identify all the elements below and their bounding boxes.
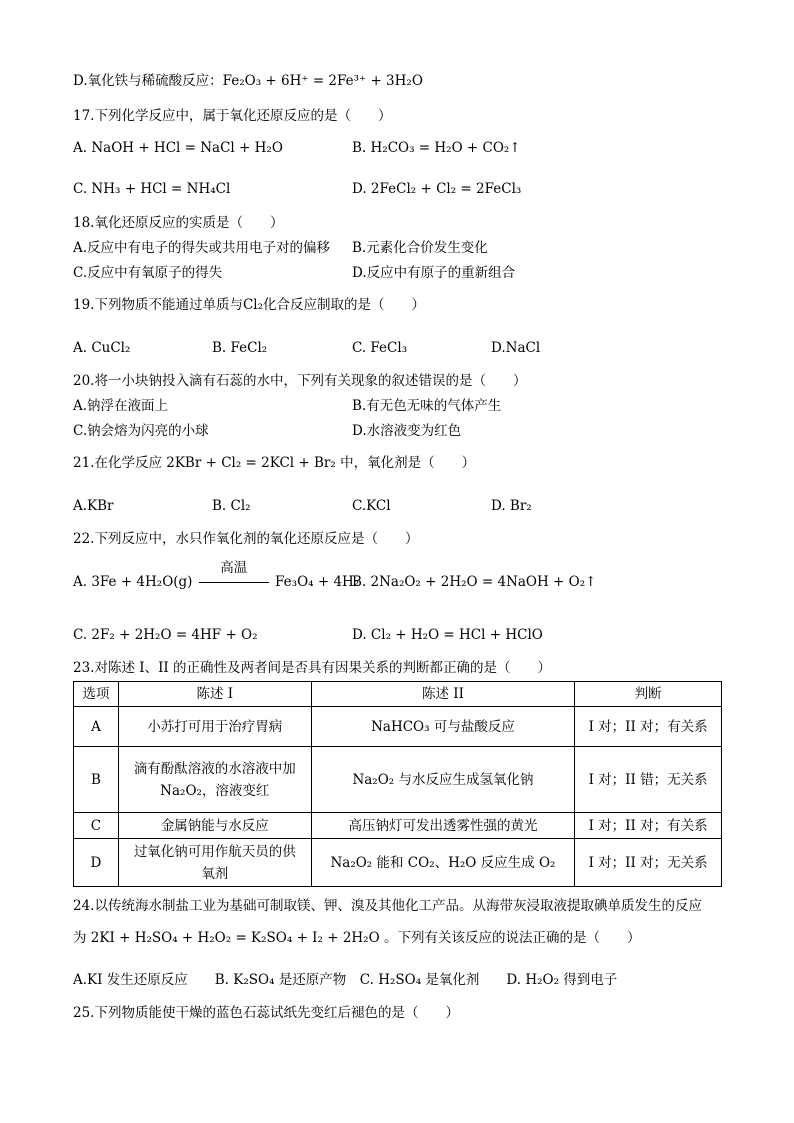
q19-option-a: A. CuCl₂ (73, 340, 131, 356)
reaction-condition-arrow (197, 560, 271, 591)
q21-option-c: C.KCl (352, 498, 391, 514)
reaction-condition: 高温 (220, 560, 248, 576)
equation-bar (199, 582, 269, 583)
q20-option-b: B.有无色无味的气体产生 (352, 398, 502, 414)
cell-option: C (74, 813, 119, 839)
header-option: 选项 (74, 682, 119, 707)
q24-stem-line1: 24.以传统海水制盐工业为基础可制取镁、钾、溴及其他化工产品。从海带灰浸取液提取碘单质发生的反应 (73, 898, 702, 914)
q22-option-a (73, 560, 360, 591)
q22-option-d: D. Cl₂ + H₂O = HCl + HClO (352, 627, 543, 643)
q18-option-a: A.反应中有电子的得失或共用电子对的偏移 (73, 240, 331, 256)
cell-statement-1: 小苏打可用于治疗胃病 (118, 707, 311, 747)
q22-option-c: C. 2F₂ + 2H₂O = 4HF + O₂ (73, 627, 258, 643)
q17-option-d: D. 2FeCl₂ + Cl₂ = 2FeCl₃ (352, 181, 522, 197)
cell-judgment: I 对；II 对；有关系 (575, 707, 722, 747)
q24-options: A.KI 发生还原反应 B. K₂SO₄ 是还原产物 C. H₂SO₄ 是氧化剂 D. H₂O₂ 得到电子 (73, 972, 618, 988)
cell-statement-1: 滴有酚酞溶液的水溶液中加 Na₂O₂，溶液变红 (118, 747, 311, 813)
header-statement-1: 陈述 I (118, 682, 311, 707)
table-row (74, 747, 722, 813)
cell-judgment: I 对；II 对；无关系 (575, 839, 722, 887)
cell-option: D (74, 839, 119, 887)
q21-option-b: B. Cl₂ (212, 498, 251, 514)
q19-option-d: D.NaCl (491, 340, 541, 356)
q21-option-a: A.KBr (73, 498, 114, 514)
q18-option-c: C.反应中有氧原子的得失 (73, 265, 223, 281)
q22a-reactants: A. 3Fe + 4H₂O(g) (73, 574, 193, 590)
q20-option-c: C.钠会熔为闪亮的小球 (73, 423, 209, 439)
q17-option-b: B. H₂CO₃ = H₂O + CO₂↑ (352, 140, 521, 156)
table-row (74, 839, 722, 887)
q22a-products: Fe₃O₄ + 4H₂ (275, 574, 360, 590)
q20-option-d: D.水溶液变为红色 (352, 423, 462, 439)
q19-stem: 19.下列物质不能通过单质与Cl₂化合反应制取的是（ ） (73, 297, 426, 313)
cell-statement-2: NaHCO₃ 可与盐酸反应 (311, 707, 575, 747)
q19-option-c: C. FeCl₃ (352, 340, 408, 356)
q18-option-b: B.元素化合价发生变化 (352, 240, 488, 256)
cell-judgment: I 对；II 对；有关系 (575, 813, 722, 839)
cell-statement-2: Na₂O₂ 与水反应生成氢氧化钠 (311, 747, 575, 813)
q23-table (73, 681, 722, 887)
q22-stem: 22.下列反应中，水只作氧化剂的氧化还原反应是（ ） (73, 531, 419, 547)
cell-judgment: I 对；II 错；无关系 (575, 747, 722, 813)
q17-stem: 17.下列化学反应中，属于氧化还原反应的是（ ） (73, 108, 392, 124)
q23-stem: 23.对陈述 I、II 的正确性及两者间是否具有因果关系的判断都正确的是（ ） (73, 660, 552, 676)
table-row (74, 813, 722, 839)
q18-option-d: D.反应中有原子的重新组合 (352, 265, 516, 281)
cell-statement-1: 金属钠能与水反应 (118, 813, 311, 839)
q21-stem: 21.在化学反应 2KBr + Cl₂ = 2KCl + Br₂ 中，氧化剂是（ ） (73, 455, 476, 471)
q17-option-a: A. NaOH + HCl = NaCl + H₂O (73, 140, 283, 156)
q20-stem: 20.将一小块钠投入滴有石蕊的水中，下列有关现象的叙述错误的是（ ） (73, 373, 527, 389)
cell-option: A (74, 707, 119, 747)
q19-option-b: B. FeCl₂ (212, 340, 268, 356)
q24-stem-line2: 为 2KI + H₂SO₄ + H₂O₂ = K₂SO₄ + I₂ + 2H₂O 。下列有关该反应的说法正确的是（ ） (73, 930, 641, 946)
header-statement-2: 陈述 II (311, 682, 575, 707)
cell-statement-2: 高压钠灯可发出透雾性强的黄光 (311, 813, 575, 839)
q25-stem: 25.下列物质能使干燥的蓝色石蕊试纸先变红后褪色的是（ ） (73, 1005, 459, 1021)
q17-option-c: C. NH₃ + HCl = NH₄Cl (73, 181, 231, 197)
q20-option-a: A.钠浮在液面上 (73, 398, 169, 414)
cell-statement-1: 过氧化钠可用作航天员的供氧剂 (118, 839, 311, 887)
cell-statement-2: Na₂O₂ 能和 CO₂、H₂O 反应生成 O₂ (311, 839, 575, 887)
table-row (74, 707, 722, 747)
cell-option: B (74, 747, 119, 813)
q18-stem: 18.氧化还原反应的实质是（ ） (73, 215, 284, 231)
table-header-row (74, 682, 722, 707)
q21-option-d: D. Br₂ (491, 498, 532, 514)
q16-option-d: D.氧化铁与稀硫酸反应：Fe₂O₃ + 6H⁺ = 2Fe³⁺ + 3H₂O (73, 73, 423, 89)
q22-option-b: B. 2Na₂O₂ + 2H₂O = 4NaOH + O₂↑ (352, 574, 597, 590)
header-judgment: 判断 (575, 682, 722, 707)
